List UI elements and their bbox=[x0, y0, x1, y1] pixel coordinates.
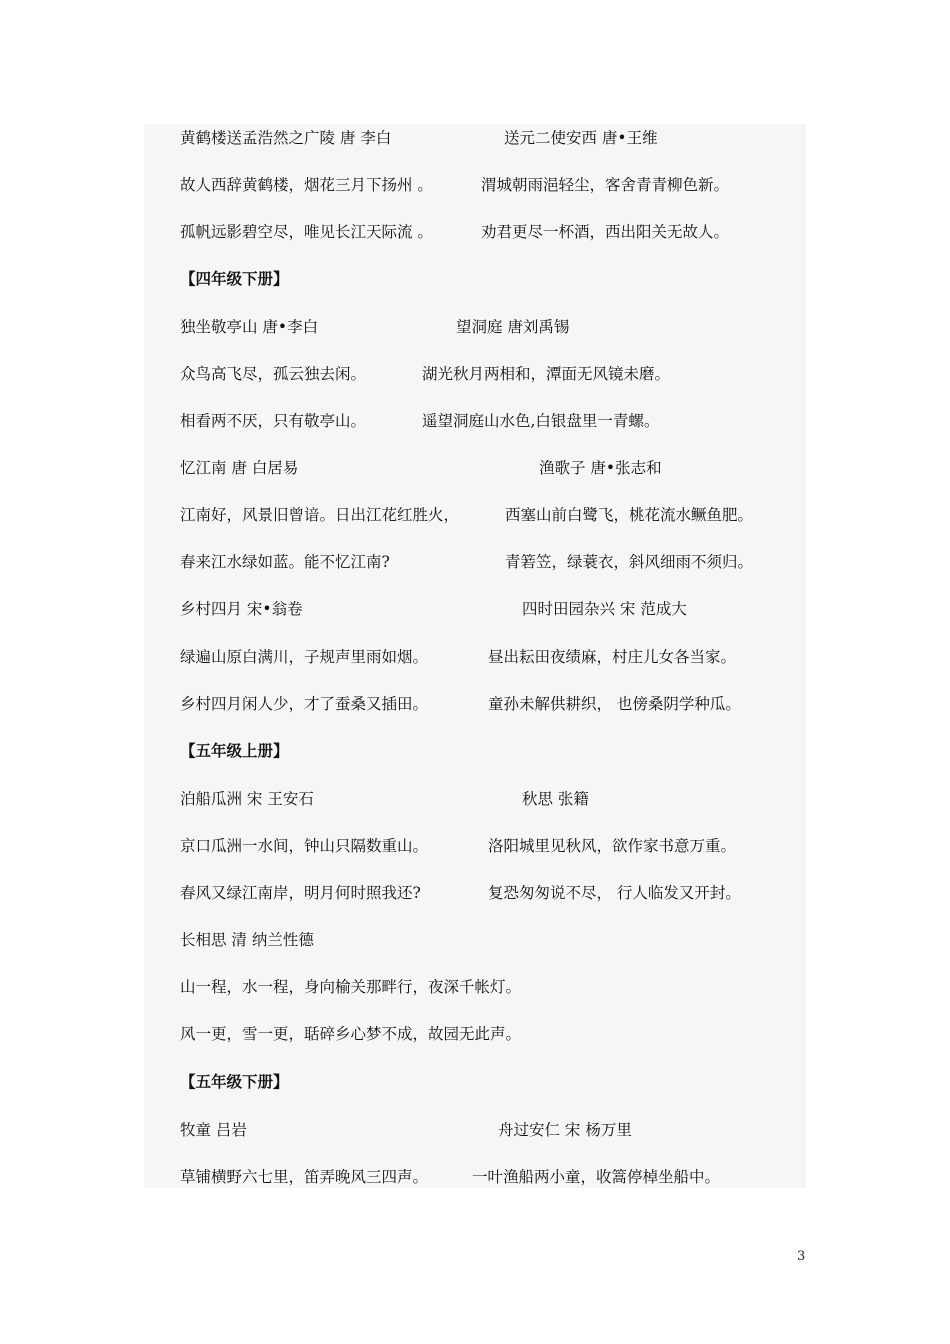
poem-line-right: 昼出耘田夜绩麻，村庄儿女各当家。 bbox=[488, 648, 737, 666]
section-heading: 【五年级上册】 bbox=[180, 741, 289, 760]
poem-title-left: 独坐敬亭山 唐•李白 bbox=[180, 318, 319, 336]
poem-line-left: 故人西辞黄鹤楼，烟花三月下扬州 。 bbox=[180, 176, 433, 194]
poem-line-left: 相看两不厌，只有敬亭山。 bbox=[180, 412, 367, 430]
poem-line-right: 一叶渔船两小童，收篙停棹坐船中。 bbox=[472, 1168, 721, 1186]
poem-line-left: 春来江水绿如蓝。能不忆江南? bbox=[180, 553, 390, 571]
poem-title-left: 牧童 吕岩 bbox=[180, 1121, 247, 1139]
poem-line-right: 洛阳城里见秋风，欲作家书意万重。 bbox=[488, 837, 737, 855]
poem-line-right: 湖光秋月两相和，潭面无风镜未磨。 bbox=[422, 365, 671, 383]
poem-line-right: 劝君更尽一杯酒，西出阳关无故人。 bbox=[481, 223, 730, 241]
poem-title-right: 四时田园杂兴 宋 范成大 bbox=[522, 600, 687, 618]
poem-line-right: 遥望洞庭山水色,白银盘里一青螺。 bbox=[422, 412, 660, 430]
poem-title-left: 黄鹤楼送孟浩然之广陵 唐 李白 bbox=[180, 129, 392, 147]
poem-line-left: 春风又绿江南岸，明月何时照我还? bbox=[180, 884, 421, 902]
poem-line-left: 众鸟高飞尽，孤云独去闲。 bbox=[180, 365, 367, 383]
poem-title-left: 长相思 清 纳兰性德 bbox=[180, 931, 314, 949]
poem-line-right: 西塞山前白鹭飞，桃花流水鳜鱼肥。 bbox=[505, 506, 754, 524]
poem-line-right: 青箬笠，绿蓑衣，斜风细雨不须归。 bbox=[505, 553, 754, 571]
poem-line-left: 孤帆远影碧空尽，唯见长江天际流 。 bbox=[180, 223, 433, 241]
section-heading: 【五年级下册】 bbox=[180, 1072, 289, 1091]
poem-title-left: 忆江南 唐 白居易 bbox=[180, 459, 299, 477]
poem-line-left: 乡村四月闲人少，才了蚕桑又插田。 bbox=[180, 695, 429, 713]
poem-title-right: 望洞庭 唐刘禹锡 bbox=[456, 318, 570, 336]
poem-title-right: 舟过安仁 宋 杨万里 bbox=[498, 1121, 632, 1139]
poem-line-full: 山一程，水一程，身向榆关那畔行，夜深千帐灯。 bbox=[180, 978, 522, 996]
poem-line-right: 复恐匆匆说不尽， 行人临发又开封。 bbox=[488, 884, 741, 902]
poem-line-right: 渭城朝雨浥轻尘，客舍青青柳色新。 bbox=[481, 176, 730, 194]
poem-line-left: 江南好，风景旧曾谙。日出江花红胜火， bbox=[180, 506, 460, 524]
section-heading: 【四年级下册】 bbox=[180, 269, 289, 288]
poem-line-left: 绿遍山原白满川，子规声里雨如烟。 bbox=[180, 648, 429, 666]
poem-line-left: 草铺横野六七里，笛弄晚风三四声。 bbox=[180, 1168, 429, 1186]
poem-title-left: 泊船瓜洲 宋 王安石 bbox=[180, 790, 314, 808]
poem-title-left: 乡村四月 宋•翁卷 bbox=[180, 600, 303, 618]
poem-title-right: 渔歌子 唐•张志和 bbox=[539, 459, 662, 477]
poem-line-full: 风一更，雪一更，聒碎乡心梦不成，故园无此声。 bbox=[180, 1025, 522, 1043]
poem-title-right: 秋思 张籍 bbox=[522, 790, 589, 808]
poem-line-left: 京口瓜洲一水间，钟山只隔数重山。 bbox=[180, 837, 429, 855]
poem-line-right: 童孙未解供耕织， 也傍桑阴学种瓜。 bbox=[488, 695, 741, 713]
poem-title-right: 送元二使安西 唐•王维 bbox=[504, 129, 658, 147]
page-number: 3 bbox=[797, 1249, 806, 1264]
